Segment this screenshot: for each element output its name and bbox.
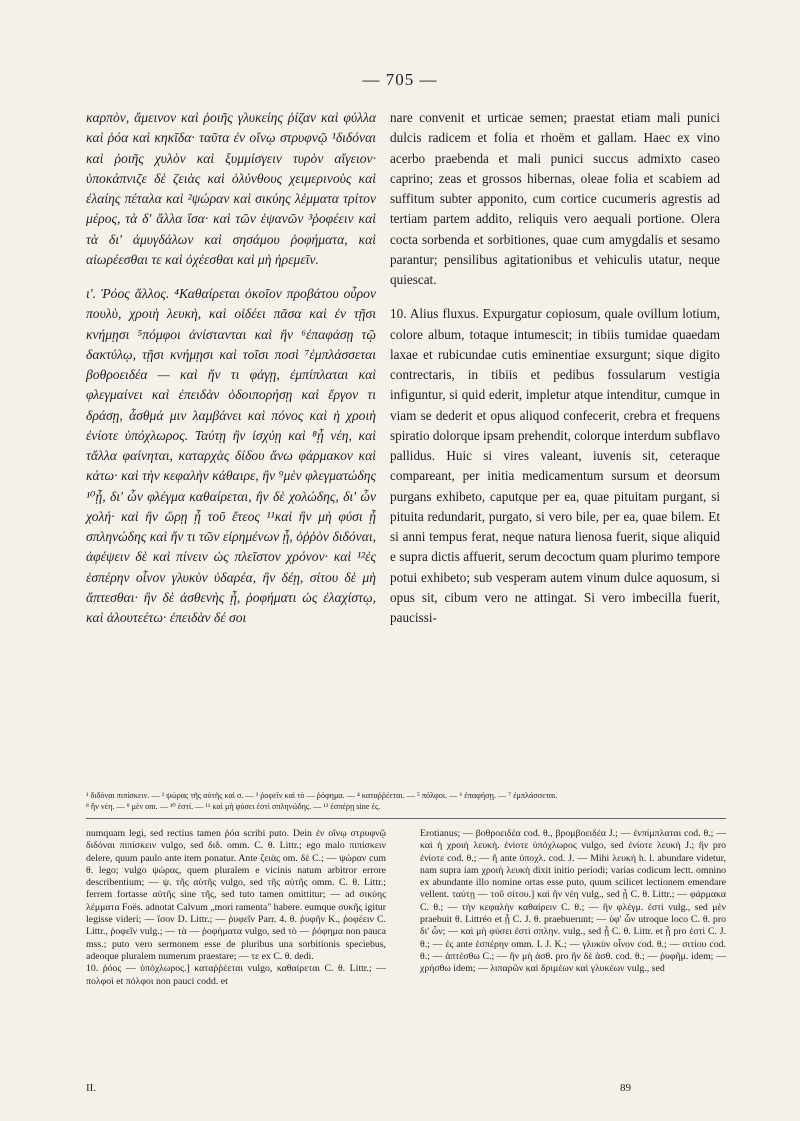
greek-paragraph-1: καρπὸν, ἄμεινον καὶ ῥοιῆς γλυκείης ῥίζαν καὶ φύλλα καὶ ῥόα καὶ κηκῖδα· ταῦτα ἐν οἴνῳ στρυφνῷ ¹διδόναι καὶ ῥοιῆς χυλὸν καὶ ξυμμίσγειν τυρὸν αἴγειον· ὑποκάπνιζε δὲ ζειὰς καὶ ὀλύνθους χειμερινοὺς καὶ ἐλαίης πέταλα καὶ ²ψώραν καὶ σικύης λέμματα τρίτον μέρος, τὰ δ' ἄλλα ἴσα· καὶ τῶν ἑψανῶν ³ῥοφέειν καὶ τὰ δι' ἀμυγδάλων καὶ σησάμου ῥοφήματα, καὶ αἰωρέεσθαι τε καὶ ὀχέεσθαι καὶ μὴ ἠρεμεῖν. xyxy=(86,110,376,267)
latin-paragraph-1: nare convenit et urticae semen; praestat etiam mali punici dulcis radicem et folia et rhoëm et gallam. Haec ex vino acerbo praebenda et mali punici succus admixto caseo caprino; zeas et grossos hibernas, oleae folia et scabiem ad suffitum subter apponito, cum cortice cucumeris agrestis ad tertiam partem addito, reliquis vero aequali portione. Olera cocta sorbenda et sorbitiones, quae cum amygdalis et sesamo parantur; pensilibus agitationibus et vehiculis utatur, neque quiescat. xyxy=(390,110,720,287)
greek-paragraph-2: ι'. Ῥόος ἄλλος. ⁴Καθαίρεται ὁκοῖον προβάτου οὖρον πουλὺ, χροιὴ λευκὴ, καὶ οἰδέει πᾶσα καὶ ἐν τῇσι κνήμῃσι ⁵πόμφοι ἀνίστανται καὶ ἢν ⁶ἐπαφάσῃ τῷ δακτύλῳ, τῇσι κνήμῃσι καὶ τοῖσι ποσὶ ⁷ἐμπλάσσεται βοθροειδέα — καὶ ἤν τι φάγῃ, ἐμπίπλαται καὶ φλεγμαίνει καὶ ἐπειδὰν ὁδοιπορήσῃ καὶ ἔργον τι δράσῃ, ἆσθμά μιν λαμβάνει καὶ πόνος καὶ ἡ χροιὴ ἐνίοτε ὑπόχλωρος. Ταύτῃ ἢν ἰσχύῃ καὶ ⁸ᾖ νέη, καὶ τἄλλα φαίνηται, καταρχὰς δίδου ἄνω φάρμακον καὶ κάτω· καὶ τὴν κεφαλὴν κάθαιρε, ἢν ⁹μὲν φλεγματώδης ¹⁰ᾖ, δι' ὧν φλέγμα καθαίρεται, ἢν δὲ χολώδης, δι' ὧν χολή· καὶ ἢν ὥρῃ ᾖ τοῦ ἔτεος ¹¹καὶ ἢν μὴ φύσι ᾖ σπληνώδης καὶ ἤν τι τῶν εἰρημένων ᾖ, ὀῤῥὸν διδόναι, ἀφέψειν δὲ καὶ πίνειν ὡς πλεῖστον χρόνον· καὶ ¹²ἐς ἑσπέρην οἶνον γλυκὺν ὑδαρέα, ἢν δέῃ, σίτου δὲ μὴ ἅπτεσθαι· ἢν δὲ ἀσθενὴς ᾖ, ῥοφήματι ὡς ἐλαχίστῳ, καὶ ἀλουτεέτω· ἐπειδὰν δέ σοι xyxy=(86,286,376,625)
latin-text-column xyxy=(390,108,720,628)
footnote-line-2: ⁸ ἢν νέη. — ⁹ μὲν om. — ¹⁰ ἐστί. — ¹¹ καὶ μὴ φύσει ἐστὶ σπληνώδης. — ¹² ἑσπέρῃ sine ἐς. xyxy=(86,802,381,811)
signature-mark: II. xyxy=(86,1082,97,1094)
footnote-line-1: ¹ διδόναι πιπίσκειν. — ² ψώρας τῆς αὐτῆς καὶ σ. — ³ ῥοφεῖν καὶ τὸ — ῥόφημα. — ⁴ καταῤῥέεται. — ⁵ πόλφοι. — ⁶ ἐπαφήσῃ. — ⁷ ἐμπλάσσεται. xyxy=(86,791,558,800)
critical-note-left-2: 10. ῥόος — ὑπόχλωρος.] καταῤῥέεται vulgo, καθαίρεται C. θ. Littr.; — πολφοὶ et πόλφοι non pauci codd. et xyxy=(86,963,386,987)
critical-note-left: numquam legi, sed rectius tamen ῥόα scribi puto. Dein ἐν οἴνῳ στρυφνῷ διδόναι πιπίσκειν vulgo, sed διδ. omm. C. θ. Littr.; ego malo πιπίσκειν delere, quum paulo ante item ponatur. Ante ζειὰς om. δὲ C.; — ψώραν cum θ. lego; vulgo ψώρας, quem pluralem e vicinis natum arbitror errore describentium; — ψ. τῆς αὐτῆς vulgo, sed τῆς αὐτῆς omm. C. θ. Littr.; ferrem fortasse αὐτῆς sine τῆς, sed tuto tamen omittitur; — ad σικύης λέμματα Foës. adnotat Calvum „mori ramenta" habere. eumque συκῆς igitur legisse videri; — ἴσον D. Littr.; — ῥυφεῖν Parr. 4. θ. ῥυφῆν K., ῥοφέειν C. Littr., ῥοφεῖν vulg.; — τὰ — ῥοφήματα vulgo, sed τὸ — ῥόφημα non pauca mss.; puto vero sermonem esse de pluribus una sorbitionis speciebus, adeoque pluralem numerum praestare; — τε ex C. θ. dedi. xyxy=(86,828,386,962)
folio-number: 89 xyxy=(620,1082,631,1094)
latin-paragraph-2: 10. Alius fluxus. Expurgatur copiosum, quale ovillum lotium, colore album, totaque intumescit; in tibiis tumidae quaedam laxae et rubicundae cutis eminentiae exsurgunt; sique digito contrectaris, in tibiis et pedibus fossularum vestigia infiguntur, si quid ederit, impletur atque intenditur, cumque in viam se dederit et opus aliquod confecerit, crebra et frequens spiratio dolorque ipsam prehendit, colorque interdum subflavo pallidus. Huic si vires valeant, iuvenis sit, ceteraque compareant, per initia medicamentum sursum et deorsum purgans exhibeto, caputque per ea, quae pituitam purgant, si pituita redundarit, purgato, si vero bile, per ea, quae bilem. Et si anni tempus ferat, neque natura lienosa fuerit, sique aliquid e supra dictis affuerit, serum decoctum quam plurimo tempore potui exhibeto; sub vesperam autem vinum dulce aquosum, si opus sit, cibum vero ne attingat. Si vero imbecilla fuerit, paucissi- xyxy=(390,306,720,625)
critical-note-right: Erotianus; — βοθροειδέα cod. θ., βρομβοειδέα J.; — ἐνπίμπλαται cod. θ.; — καὶ ἡ χροιὴ λευκὴ. ἐνίοτε ὑπόχλωρος vulgo, sed ἐνίοτε λευκὴ J.; ἢν pro ἐνίοτε cod. θ.; — ἢ ante ὑποχλ. cod. J. — Mihi λευκὴ h. l. abundare videtur, nam supra iam χροιὴ λευκὴ dixit initio periodi; varias codicum lectt. omnino ex abundante illo nomine ortas esse puto, quum scilicet lectionem emendare vellent. ταύτῃ — τοῦ σίτου.] καὶ ἢν νέη vulg., sed ᾖ C. θ. Littr.; — φάρμακα C. θ.; — τὴν κεφαλὴν καθαίρειν C. θ.; — ἢν φλέγμ. ἐστὶ vulg., sed μὲν praebuit θ. Littréo et ᾖ C. J. θ. praebuerunt; — ὑφ' ὧν utroque loco C. θ. pro δι' ὧν; — καὶ μὴ φύσει ἐστὶ σπλην. vulg., sed ᾖ C. θ. Littr. et ᾖ pro ἐστὶ C. J. θ.; — ἐς ante ἑσπέρην omm. I. J. K.; — γλυκὺν οἶνον cod. θ.; — σιτίου cod. θ.; — ἁπτέσθω C.; — ἢν μὴ ἀσθ. pro ἢν δὲ ἀσθ. cod. θ.; — ῥυφῆμ. idem; — χρήσθω idem; — λιπαρῶν καὶ δριμέων καὶ γλυκέων vulg., sed xyxy=(420,828,726,975)
footnote-divider xyxy=(86,818,726,819)
greek-text-column xyxy=(86,108,376,628)
critical-apparatus-left xyxy=(86,828,386,988)
critical-apparatus-right xyxy=(420,828,726,976)
footnotes xyxy=(86,790,726,812)
page-number: — 705 — xyxy=(362,70,438,89)
